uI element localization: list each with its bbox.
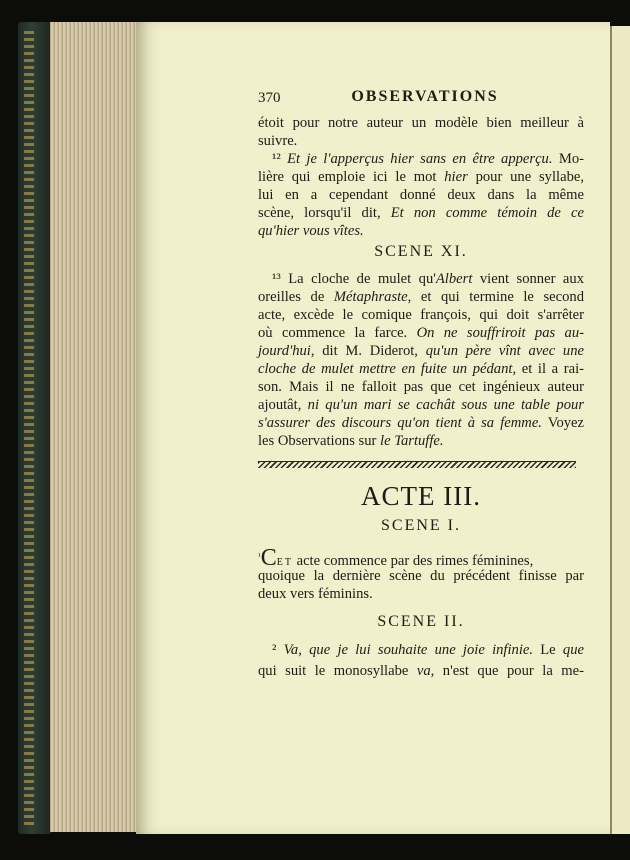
italic-text: le Tartuffe.: [380, 433, 444, 449]
text: ajoutât,: [258, 397, 308, 413]
italic-text: qu'un père vînt avec une: [425, 343, 584, 359]
text: acte, excède le comique françois, qui doit s'arrêter: [258, 307, 584, 323]
italic-text: s'assurer des discours qu'on tient à sa femme.: [258, 415, 542, 431]
italic-text: Métaphraste: [333, 289, 408, 305]
text-line: [272, 150, 584, 168]
text: Le: [533, 642, 563, 658]
spine-decoration: [24, 30, 34, 825]
text: Mo-: [552, 151, 584, 167]
ornamental-rule: [258, 461, 576, 468]
italic-text: Et je l'apperçus hier sans en être apperçu.: [287, 151, 553, 167]
italic-text: qu'hier vous vîtes.: [258, 223, 364, 239]
heading-scene-ii: SCENE II.: [377, 613, 465, 630]
text-line: [258, 662, 584, 680]
text: ¹²: [272, 151, 288, 167]
text: , dit M. Diderot,: [310, 343, 426, 359]
text-line: [258, 222, 584, 240]
text: suivre.: [258, 133, 298, 149]
text: lière qui emploie ici le mot: [258, 169, 445, 185]
text: , et il a rai-: [512, 361, 584, 377]
text-line: [258, 132, 584, 150]
heading-acte-iii: ACTE III.: [361, 481, 481, 511]
text: deux vers féminins.: [258, 586, 373, 602]
running-head: OBSERVATIONS: [351, 88, 499, 105]
heading-scene-xi: SCENE XI.: [374, 243, 468, 260]
small-caps: ET: [276, 556, 293, 568]
text: qui suit le monosyllabe: [258, 663, 417, 679]
line-text: acte commence par des rimes féminines,: [292, 552, 534, 569]
page-edges: [50, 22, 137, 832]
text-line: [258, 114, 584, 132]
italic-text: hier: [444, 169, 468, 185]
italic-text: On ne souffriroit pas au-: [416, 325, 584, 341]
facing-page-edge: [610, 26, 630, 834]
text-line: [258, 306, 584, 324]
text: ¹³ La cloche de mulet qu': [272, 271, 436, 287]
text-line: [258, 360, 584, 378]
text-line: [258, 288, 584, 306]
text: quoique la dernière scène du précédent finisse par: [258, 568, 584, 584]
italic-text: jourd'hui: [258, 343, 311, 359]
text-line: [258, 204, 584, 222]
italic-text: ni qu'un mari se cachât sous une table pour: [307, 397, 585, 413]
text-line: [258, 168, 584, 186]
text-line: [258, 324, 584, 342]
text-line: [258, 186, 584, 204]
italic-text: Va, que je lui souhaite une joie infinie.: [283, 642, 534, 658]
text: scène, lorsqu'il dit,: [258, 205, 391, 221]
italic-text: Et non comme témoin de ce: [390, 205, 584, 221]
text: , n'est que pour la me-: [430, 663, 584, 679]
text: les Observations sur: [258, 433, 381, 449]
text-line: [258, 378, 584, 396]
text-line: [258, 414, 584, 432]
italic-text: Albert: [435, 271, 473, 287]
italic-text: va: [416, 663, 431, 679]
drop-cap: C: [260, 544, 277, 571]
text: , et qui termine le second: [407, 289, 585, 305]
text: vient sonner aux: [472, 271, 584, 287]
text-line: [258, 396, 584, 414]
text-line: [272, 641, 584, 659]
text: oreilles de: [258, 289, 334, 305]
text: lui en a cependant donné deux dans la même: [258, 187, 584, 203]
page-number: 370: [258, 90, 281, 106]
text-line: [272, 270, 584, 288]
text-line: [258, 585, 584, 603]
text: ²: [272, 642, 284, 658]
acte-first-line: [258, 544, 586, 572]
note-marker: ¹: [258, 551, 261, 561]
text: Voyez: [541, 415, 584, 431]
heading-scene-i: SCENE I.: [381, 517, 461, 534]
text: pour une syllabe,: [467, 169, 584, 185]
text: étoit pour notre auteur un modèle bien meilleur à: [258, 115, 584, 131]
italic-text: cloche de mulet mettre en fuite un pédant: [258, 361, 513, 377]
text-line: [258, 432, 584, 450]
text-line: [258, 342, 584, 360]
italic-text: que: [562, 642, 584, 658]
text: où commence la farce.: [258, 325, 417, 341]
text: son. Mais il ne falloit pas que cet ingénieux auteur: [258, 379, 584, 395]
